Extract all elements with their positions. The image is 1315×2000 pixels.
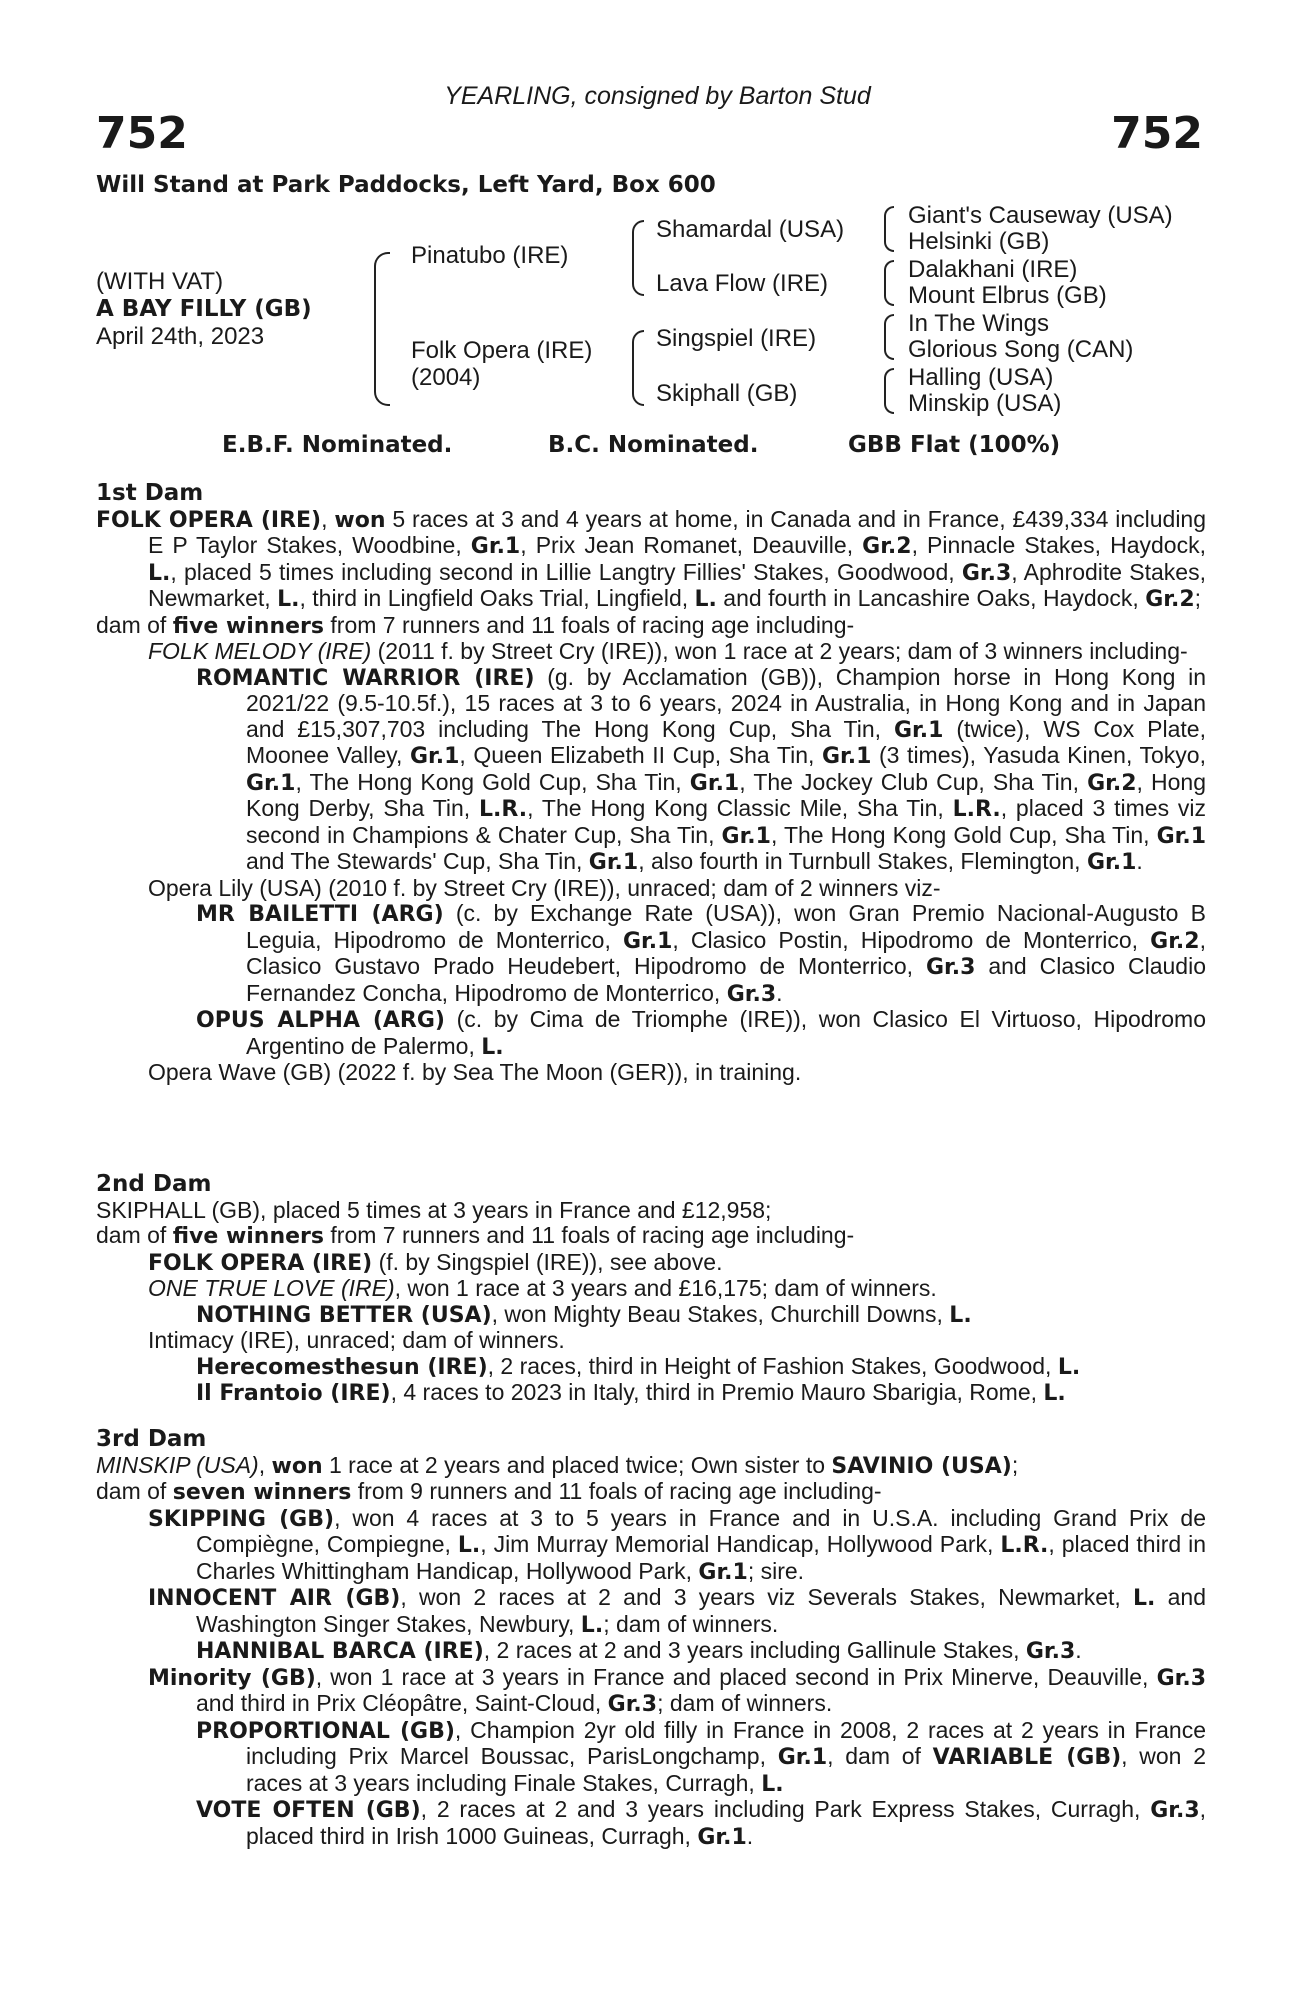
list-item: Opera Wave (GB) (2022 f. by Sea The Moon (GER)), in training. <box>148 1059 802 1085</box>
list-item: Intimacy (IRE), unraced; dam of winners. <box>148 1327 565 1353</box>
list-item: ROMANTIC WARRIOR (IRE) (g. by Acclamation (GB)), Champion horse in Hong Kong in 2021/22 (9.5-10.5f.), 15 races at 3 to 6 years, 2024 in Australia, in Hong Kong and in Japan and £15,307,703 including The Hong Kong Cup, Sha Tin, Gr.1 (twice), WS Cox Plate, Moonee Valley, Gr.1, Queen Elizabeth II Cup, Sha Tin, Gr.1 (3 times), Yasuda Kinen, Tokyo, Gr.1, The Hong Kong Gold Cup, Sha Tin, Gr.1, The Jockey Club Cup, Sha Tin, Gr.2, Hong Kong Derby, Sha Tin, L.R., The Hong Kong Classic Mile, Sha Tin, L.R., placed 3 times viz second in Champions & Chater Cup, Sha Tin, Gr.1, The Hong Kong Gold Cup, Sha Tin, Gr.1 and The Stewards' Cup, Sha Tin, Gr.1, also fourth in Turnbull Stakes, Flemington, Gr.1. <box>196 663 1207 875</box>
list-item: HANNIBAL BARCA (IRE), 2 races at 2 and 3 years including Gallinule Stakes, Gr.3. <box>196 1637 1082 1664</box>
list-item: Herecomesthesun (IRE), 2 races, third in Height of Fashion Stakes, Goodwood, L. <box>196 1352 1081 1380</box>
g-minskip: Minskip (USA) <box>908 390 1062 417</box>
g-halling: Halling (USA) <box>908 364 1054 391</box>
list-item: FOLK OPERA (IRE) (f. by Singspiel (IRE)), see above. <box>148 1248 723 1276</box>
brace-sire <box>632 220 644 296</box>
horse-dob: April 24th, 2023 <box>96 323 265 350</box>
third-dam-heading: 3rd Dam <box>96 1426 207 1452</box>
dam: Folk Opera (IRE) <box>411 337 593 364</box>
first-dam-produce-summary: dam of five winners from 7 runners and 11 foals of racing age including- <box>96 611 855 639</box>
gbb-flat: GBB Flat (100%) <box>848 432 1061 458</box>
g-helsinki: Helsinki (GB) <box>908 228 1050 255</box>
second-dam-heading: 2nd Dam <box>96 1171 212 1197</box>
list-item: VOTE OFTEN (GB), 2 races at 2 and 3 years including Park Express Stakes, Curragh, Gr.3, placed third in Irish 1000 Guineas, Curragh, Gr.1. <box>196 1796 1207 1850</box>
list-item: MR BAILETTI (ARG) (c. by Exchange Rate (USA)), won Gran Premio Nacional-Augusto B Leguia, Hipodromo de Monterrico, Gr.1, Clasico Postin, Hipodromo de Monterrico, Gr.2, Clasico Gustavo Prado Heudebert, Hipodromo de Monterrico, Gr.3 and Clasico Claudio Fernandez Concha, Hipodromo de Monterrico, Gr.3. <box>196 900 1206 1007</box>
vat-note: (WITH VAT) <box>96 268 224 295</box>
g-dalakhani: Dalakhani (IRE) <box>908 256 1078 283</box>
list-item: OPUS ALPHA (ARG) (c. by Cima de Triomphe (IRE)), won Clasico El Virtuoso, Hipodromo Argentino de Palermo, L. <box>196 1006 1206 1060</box>
consignment-line: YEARLING, consigned by Barton Stud <box>444 82 871 110</box>
list-item: Minority (GB), won 1 race at 3 years in France and placed second in Prix Minerve, Deauville, Gr.3 and third in Prix Cléopâtre, Saint-Cloud, Gr.3; dam of winners. <box>148 1663 1207 1717</box>
third-dam-produce-summary: dam of seven winners from 9 runners and 11 foals of racing age including- <box>96 1478 882 1505</box>
brace-g12 <box>884 206 894 252</box>
second-dam-record: SKIPHALL (GB), placed 5 times at 3 years in France and £12,958; <box>96 1196 772 1223</box>
brace-dam <box>632 330 644 406</box>
list-item: SKIPPING (GB), won 4 races at 3 to 5 years in France and in U.S.A. including Grand Prix de Compiègne, Compiegne, L., Jim Murray Memorial Handicap, Hollywood Park, L.R., placed third in Charles Whittingham Handicap, Hollywood Park, Gr.1; sire. <box>148 1504 1206 1585</box>
lot-number-left: 752 <box>96 108 188 159</box>
list-item: INNOCENT AIR (GB), won 2 races at 2 and 3 years viz Severals Stakes, Newmarket, L. and Washington Singer Stakes, Newbury, L.; dam of winners. <box>148 1584 1207 1638</box>
third-dam-section <box>96 1427 1206 1850</box>
first-dam-section <box>96 481 1206 1086</box>
list-item: NOTHING BETTER (USA), won Mighty Beau Stakes, Churchill Downs, L. <box>196 1300 972 1328</box>
dam-sire: Singspiel (IRE) <box>656 325 817 352</box>
g-giants-causeway: Giant's Causeway (USA) <box>908 202 1173 229</box>
dam-year: (2004) <box>411 364 481 391</box>
brace-g78 <box>884 368 894 414</box>
sire-dam: Lava Flow (IRE) <box>656 270 829 297</box>
stand-info: Will Stand at Park Paddocks, Left Yard, Box 600 <box>96 172 716 198</box>
lot-number-right: 752 <box>1111 108 1203 159</box>
brace-g34 <box>884 260 894 306</box>
third-dam-record: MINSKIP (USA), won 1 race at 2 years and placed twice; Own sister to SAVINIO (USA); <box>96 1451 1019 1479</box>
horse-name: A BAY FILLY (GB) <box>96 296 312 322</box>
list-item: ONE TRUE LOVE (IRE), won 1 race at 3 years and £16,175; dam of winners. <box>148 1275 937 1301</box>
g-glorious-song: Glorious Song (CAN) <box>908 336 1134 363</box>
g-in-the-wings: In The Wings <box>908 310 1049 337</box>
brace-g56 <box>884 314 894 360</box>
sire-sire: Shamardal (USA) <box>656 216 845 243</box>
list-item: PROPORTIONAL (GB), Champion 2yr old filly in France in 2008, 2 races at 2 years in France including Prix Marcel Boussac, ParisLongchamp, Gr.1, dam of VARIABLE (GB), won 2 races at 3 years including Finale Stakes, Curragh, L. <box>196 1716 1207 1797</box>
sire: Pinatubo (IRE) <box>411 242 569 269</box>
first-dam-record: FOLK OPERA (IRE), won 5 races at 3 and 4 years at home, in Canada and in France, £439,334 including E P Taylor Stakes, Woodbine, Gr.1, Prix Jean Romanet, Deauville, Gr.2, Pinnacle Stakes, Haydock, L., placed 5 times including second in Lillie Langtry Fillies' Stakes, Goodwood, Gr.3, Aphrodite Stakes, Newmarket, L., third in Lingfield Oaks Trial, Lingfield, L. and fourth in Lancashire Oaks, Haydock, Gr.2; <box>96 505 1207 612</box>
ebf-nominated: E.B.F. Nominated. <box>222 432 453 458</box>
bc-nominated: B.C. Nominated. <box>548 432 759 458</box>
brace-parents <box>374 252 390 406</box>
dam-dam: Skiphall (GB) <box>656 380 798 407</box>
list-item: FOLK MELODY (IRE) (2011 f. by Street Cry (IRE)), won 1 race at 2 years; dam of 3 winners including- <box>148 638 1188 664</box>
second-dam-section <box>96 1172 1206 1407</box>
second-dam-produce-summary: dam of five winners from 7 runners and 11 foals of racing age including- <box>96 1222 855 1249</box>
g-mount-elbrus: Mount Elbrus (GB) <box>908 282 1107 309</box>
first-dam-heading: 1st Dam <box>96 480 204 506</box>
list-item: Opera Lily (USA) (2010 f. by Street Cry (IRE)), unraced; dam of 2 winners viz- <box>148 874 941 901</box>
list-item: Il Frantoio (IRE), 4 races to 2023 in Italy, third in Premio Mauro Sbarigia, Rome, L. <box>196 1379 1066 1406</box>
